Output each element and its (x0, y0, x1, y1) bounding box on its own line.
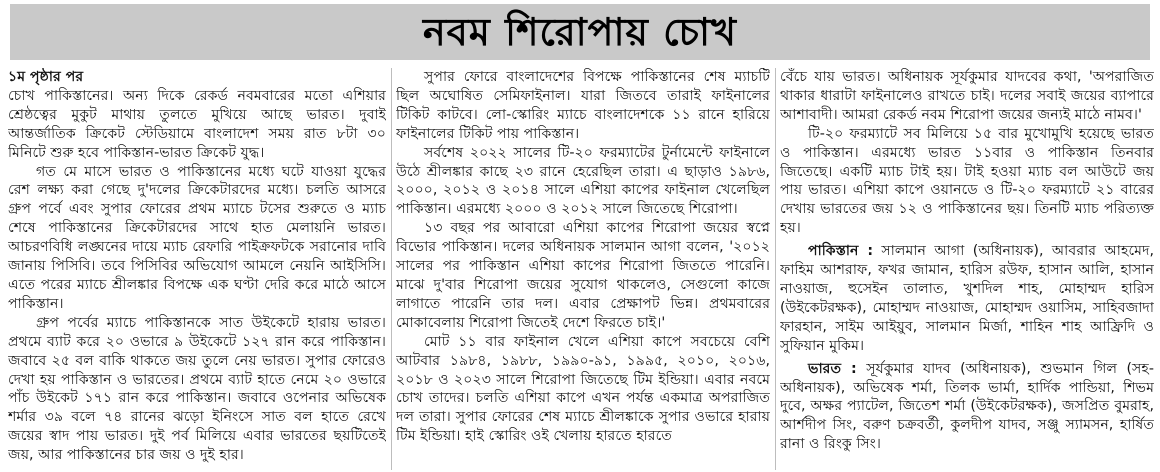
column-divider (775, 68, 776, 470)
india-squad-list: সূর্যকুমার যাদব (অধিনায়ক), শুভমান গিল (সহ-অধিনায়ক), অভিষেক শর্মা, তিলক ভার্মা, হার্দিক পান্ডিয়া, শিভম দুবে, অক্ষর প্যাটেল, জিতেশ শর্মা (উইকেটরক্ষক), জসপ্রিত বুমরাহ, আর্শদীপ সিং, বরুণ চক্রবর্তী, কুলদীপ যাদব, সঞ্জু স্যামসন, হার্ষিত রানা ও রিংকু সিং। (780, 360, 1154, 453)
paragraph: চোখ পাকিস্তানের। অন্য দিকে রেকর্ড নবমবারের মতো এশিয়ার শ্রেষ্ঠত্বের মুকুট মাথায় তুলতে মুখিয়ে আছে ভারত। দুবাই আন্তর্জাতিক ক্রিকেট স্টেডিয়ামে বাংলাদেশ সময় রাত ৮টা ৩০ মিনিটে শুরু হবে পাকিস্তান-ভারত ক্রিকেট যুদ্ধ। (8, 87, 386, 161)
pakistan-squad-list: সালমান আগা (অধিনায়ক), আবরার আহমেদ, ফাহিম আশরাফ, ফখর জামান, হারিস রউফ, হাসান আলি, হাসান নাওয়াজ, হুসেইন তালাত, খুশদিল শাহ, মোহাম্মদ হারিস (উইকেটরক্ষক), মোহাম্মদ নাওয়াজ, মোহাম্মদ ওয়াসিম, সাহিবজাদা ফারহান, সাইম আইয়ুব, সালমান মির্জা, শাহিন শাহ আফ্রিদি ও সুফিয়ান মুকিম। (780, 243, 1154, 354)
india-squad-label: ভারত : (808, 360, 857, 377)
article-body (8, 68, 1154, 470)
paragraph: সুপার ফোরে বাংলাদেশের বিপক্ষে পাকিস্তানের শেষ ম্যাচটি ছিল অঘোষিত সেমিফাইনাল। যারা জিতবে তারাই ফাইনালের টিকিট কাটবে। লো-স্কোরিং ম্যাচে বাংলাদেশকে ১১ রানে হারিয়ে ফাইনালের টিকিট পায় পাকিস্তান। (396, 69, 770, 142)
headline-bar (10, 4, 1150, 60)
paragraph: বেঁচে যায় ভারত। অধিনায়ক সূর্যকুমার যাদবের কথা, 'অপরাজিত থাকার ধারাটা ফাইনালেও রাখতে চাই। দলের সবাই জয়ের ব্যাপারে আশাবাদী। আমরা রেকর্ড নবম শিরোপা জয়ের জন্যই মাঠে নামব।' (780, 69, 1154, 123)
column-2 (396, 68, 770, 470)
pakistan-squad (780, 242, 1154, 355)
paragraph: টি-২০ ফরম্যাটে সব মিলিয়ে ১৫ বার মুখোমুখি হয়েছে ভারত ও পাকিস্তান। এরমধ্যে ভারত ১১বার ও পাকিস্তান তিনবার জিতেছে। একটি ম্যাচ টাই হয়। টাই হওয়া ম্যাচ বল আউটে জয় পায় ভারত। এশিয়া কাপে ওয়ানডে ও টি-২০ ফরম্যাটে ২১ বারের দেখায় ভারতের জয় ১২ ও পাকিস্তানের ছয়। তিনটি ম্যাচ পরিত্যক্ত হয়। (780, 125, 1154, 237)
headline: নবম শিরোপায় চোখ (422, 10, 738, 54)
paragraph: গ্রুপ পর্বের ম্যাচে পাকিস্তানকে সাত উইকেটে হারায় ভারত। প্রথমে ব্যাট করে ২০ ওভারে ৯ উইকেটে ১২৭ রান করে পাকিস্তান। জবাবে ২৫ বল বাকি থাকতে জয় তুলে নেয় ভারত। সুপার ফোরেও দেখা হয় পাকিস্তান ও ভারতের। প্রথমে ব্যাট হাতে নেমে ২০ ওভারে পাঁচ উইকেট ১৭১ রান করে পাকিস্তান। জবাবে ওপেনার অভিষেক শর্মার ৩৯ বলে ৭৪ রানের ঝড়ো ইনিংসে সাত বল হাতে রেখে জয়ের স্বাদ পায় ভারত। দুই পর্ব মিলিয়ে এবার ভারতের ছয়টিতেই জয়, আর পাকিস্তানের চার জয় ও দুই হার। (8, 314, 386, 464)
paragraph: সর্বশেষ ২০২২ সালের টি-২০ ফরম্যাটের টুর্নামেন্টে ফাইনালে উঠে শ্রীলঙ্কার কাছে ২৩ রানে হেরেছিল তারা। এ ছাড়াও ১৯৮৬, ২০০০, ২০১২ ও ২০১৪ সালে এশিয়া কাপের ফাইনাল খেলেছিল পাকিস্তান। এরমধ্যে ২০০০ ও ২০১২ সালে জিতেছে শিরোপা। (396, 144, 770, 218)
column-1 (8, 68, 386, 470)
pakistan-squad-label: পাকিস্তান : (808, 243, 874, 260)
continuation-kicker: ১ম পৃষ্ঠার পর (8, 69, 84, 85)
paragraph: মোট ১১ বার ফাইনাল খেলে এশিয়া কাপে সবচেয়ে বেশি আটবার ১৯৮৪, ১৯৮৮, ১৯৯০-৯১, ১৯৯৫, ২০১০, ২০১৬, ২০১৮ ও ২০২৩ সালে শিরোপা জিতেছে টিম ইন্ডিয়া। এবার নবমে চোখ তাদের। চলতি এশিয়া কাপে এখন পর্যন্ত একমাত্র অপরাজিত দল তারা। সুপার ফোরের শেষ ম্যাচে শ্রীলঙ্কাকে সুপার ওভারে হারায় টিম ইন্ডিয়া। হাই স্কোরিং ওই খেলায় হারতে হারতে (396, 333, 770, 445)
column-divider (391, 68, 392, 470)
india-squad (780, 360, 1154, 455)
paragraph: গত মে মাসে ভারত ও পাকিস্তানের মধ্যে ঘটে যাওয়া যুদ্ধের রেশ লক্ষ্য করা গেছে দু'দলের ক্রিকেটারদের মধ্যে। চলতি আসরে গ্রুপ পর্বে এবং সুপার ফোরের প্রথম ম্যাচে টসের শুরুতে ও ম্যাচ শেষে পাকিস্তানের ক্রিকেটারদের সাথে হাত মেলায়নি ভারত। আচরণবিধি লঙ্ঘনের দায়ে ম্যাচ রেফারি পাইক্রফটকে সরানোর দাবি জানায় পিসিবি। তবে পিসিবির অভিযোগ আমলে নেয়নি আইসিসি। এতে পরের ম্যাচে শ্রীলঙ্কার বিপক্ষে এক ঘণ্টা দেরি করে মাঠে আসে পাকিস্তান। (8, 163, 386, 312)
paragraph: ১৩ বছর পর আবারো এশিয়া কাপের শিরোপা জয়ের স্বপ্নে বিভোর পাকিস্তান। দলের অধিনায়ক সালমান আগা বলেন, '২০১২ সালের পর পাকিস্তান এশিয়া কাপের শিরোপা জিততে পারেনি। মাঝে দু'বার শিরোপা জয়ের সুযোগ থাকলেও, সেগুলো কাজে লাগাতে পারেনি তার দল। এবার প্রেক্ষাপট ভিন্ন। প্রথমবারের মোকাবেলায় শিরোপা জিতেই দেশে ফিরতে চাই।' (396, 220, 770, 331)
column-3 (780, 68, 1154, 470)
